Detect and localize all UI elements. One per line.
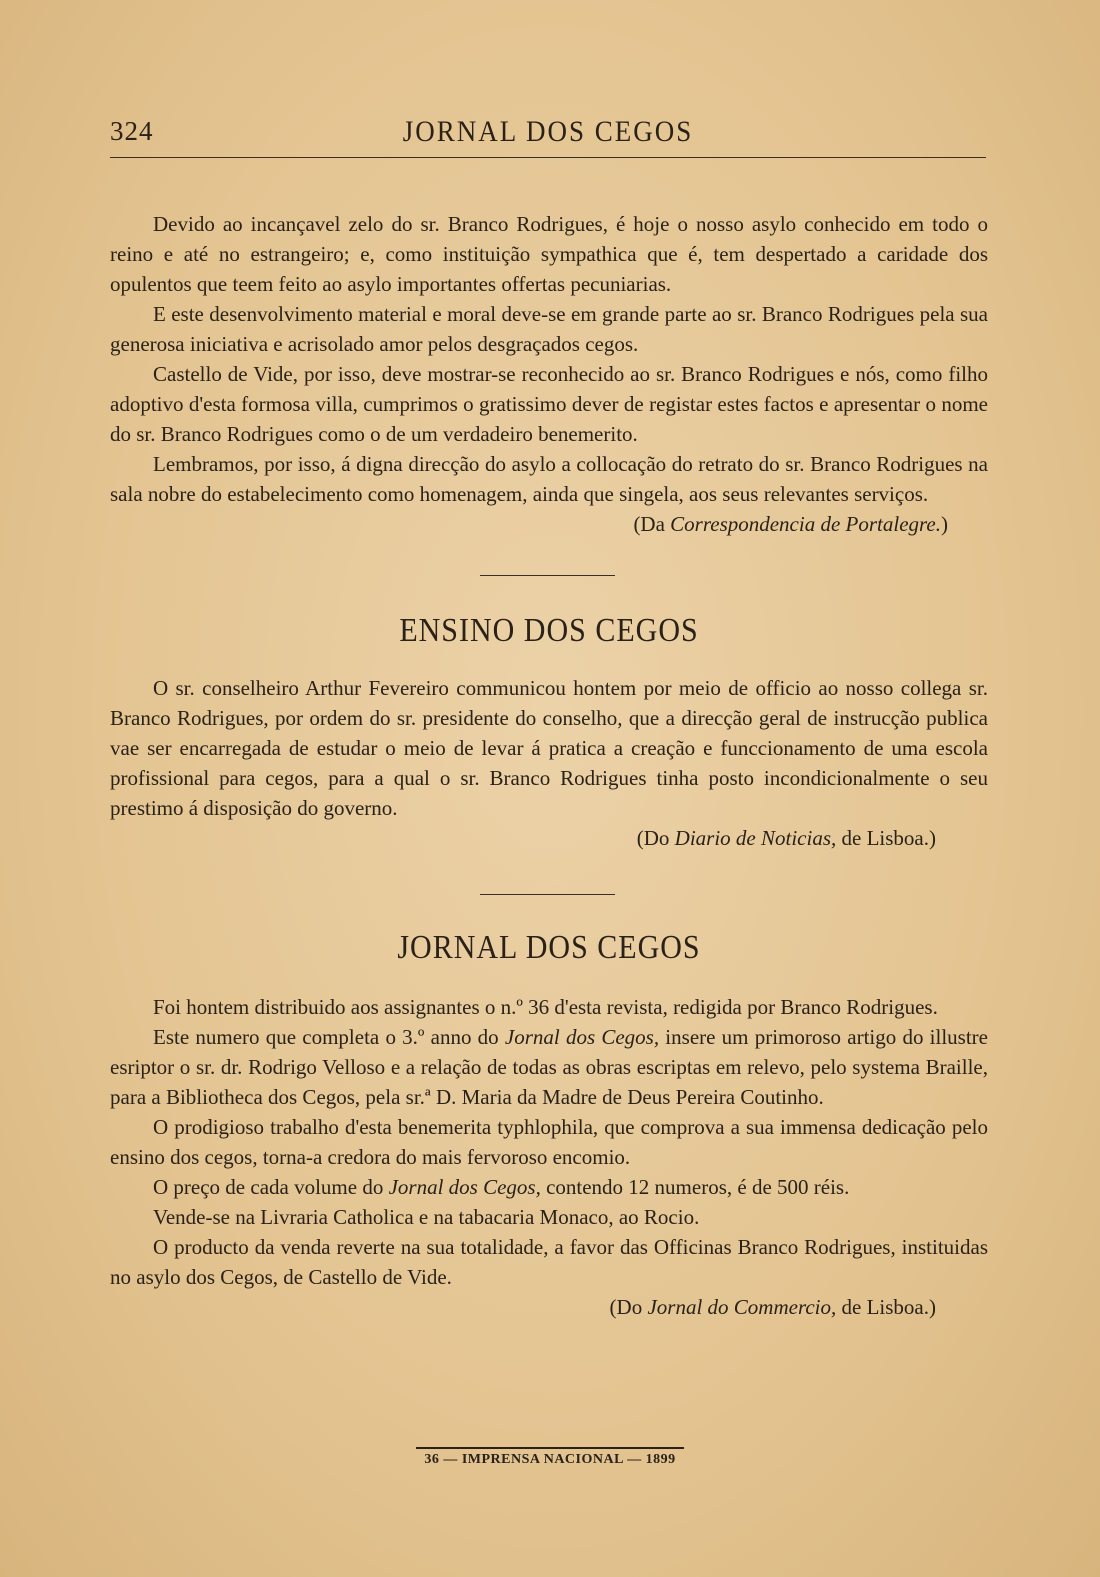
imprint: 36 — IMPRENSA NACIONAL — 1899 (424, 1452, 676, 1467)
header-rule (110, 157, 986, 158)
source-citation: (Do Diario de Noticias, de Lisboa.) (636, 826, 936, 850)
section-separator (480, 575, 615, 576)
journal-title: Jornal dos Cegos, (504, 1025, 660, 1049)
paragraph: O sr. conselheiro Arthur Fevereiro communicou hontem por meio de officio ao nosso collega sr. Branco Rodrigues, por ordem do sr. presidente do conselho, que a direcção geral de instrucção publica vae ser encarregada de estudar o meio de levar á pratica a creação e funccionamento de uma escola profissional para cegos, para a qual o sr. Branco Rodrigues tinha posto incondicionalmente o seu prestimo á disposição do governo. (110, 676, 988, 820)
section-separator (480, 894, 615, 895)
paragraph: Este numero que completa o 3.º anno do Jornal dos Cegos, insere um primoroso artigo do illustre esriptor o sr. dr. Rodrigo Velloso e a relação de todas as obras escriptas em relevo, pelo systema Braille, para a Bibliotheca dos Cegos, pela sr.ª D. Maria da Madre de Deus Pereira Coutinho. (110, 1025, 988, 1109)
paragraph: Castello de Vide, por isso, deve mostrar-se reconhecido ao sr. Branco Rodrigues e nós, como filho adoptivo d'esta formosa villa, cumprimos o gratissimo dever de registar estes factos e apresentar o nome do sr. Branco Rodrigues como o de um verdadeiro benemerito. (110, 362, 988, 446)
source-title: Jornal do Commercio, (647, 1295, 837, 1319)
page-number: 324 (110, 116, 154, 146)
paragraph: Foi hontem distribuido aos assignantes o n.º 36 d'esta revista, redigida por Branco Rodrigues. (153, 995, 938, 1019)
paragraph: Vende-se na Livraria Catholica e na tabacaria Monaco, ao Rocio. (153, 1205, 700, 1229)
paragraph: O prodigioso trabalho d'esta benemerita typhlophila, que comprova a sua immensa dedicação pelo ensino dos cegos, torna-a credora do mais fervoroso encomio. (110, 1115, 988, 1169)
paragraph: Devido ao incançavel zelo do sr. Branco Rodrigues, é hoje o nosso asylo conhecido em todo o reino e até no estrangeiro; e, como instituição sympathica que é, tem despertado a caridade dos opulentos que teem feito ao asylo importantes offertas pecuniarias. (110, 212, 988, 296)
article-jornal-dos-cegos (110, 992, 988, 1322)
paragraph: E este desenvolvimento material e moral deve-se em grande parte ao sr. Branco Rodrigues pela sua generosa iniciativa e acrisolado amor pelos desgraçados cegos. (110, 302, 988, 356)
journal-title: Jornal dos Cegos, (388, 1175, 541, 1199)
paragraph: Lembramos, por isso, á digna direcção do asylo a collocação do retrato do sr. Branco Rodrigues na sala nobre do estabelecimento como homenagem, ainda que singela, aos seus relevantes serviços. (110, 452, 988, 506)
imprint-rule (416, 1447, 684, 1449)
source-title: Correspondencia de Portalegre. (670, 512, 941, 536)
page-header (110, 116, 986, 156)
article-ensino-dos-cegos (110, 673, 988, 853)
source-citation: (Do Jornal do Commercio, de Lisboa.) (609, 1295, 936, 1319)
article-castello-de-vide (110, 209, 988, 539)
section-heading-ensino: ENSINO DOS CEGOS (399, 611, 699, 649)
source-citation: (Da Correspondencia de Portalegre.) (633, 512, 948, 536)
source-title: Diario de Noticias, (674, 826, 837, 850)
running-title: JORNAL DOS CEGOS (402, 114, 694, 148)
paragraph: O preço de cada volume do Jornal dos Cegos, contendo 12 numeros, é de 500 réis. (153, 1175, 850, 1199)
paragraph: O producto da venda reverte na sua totalidade, a favor das Officinas Branco Rodrigues, instituidas no asylo dos Cegos, de Castello de Vide. (110, 1235, 988, 1289)
section-heading-jornal: JORNAL DOS CEGOS (397, 928, 701, 966)
